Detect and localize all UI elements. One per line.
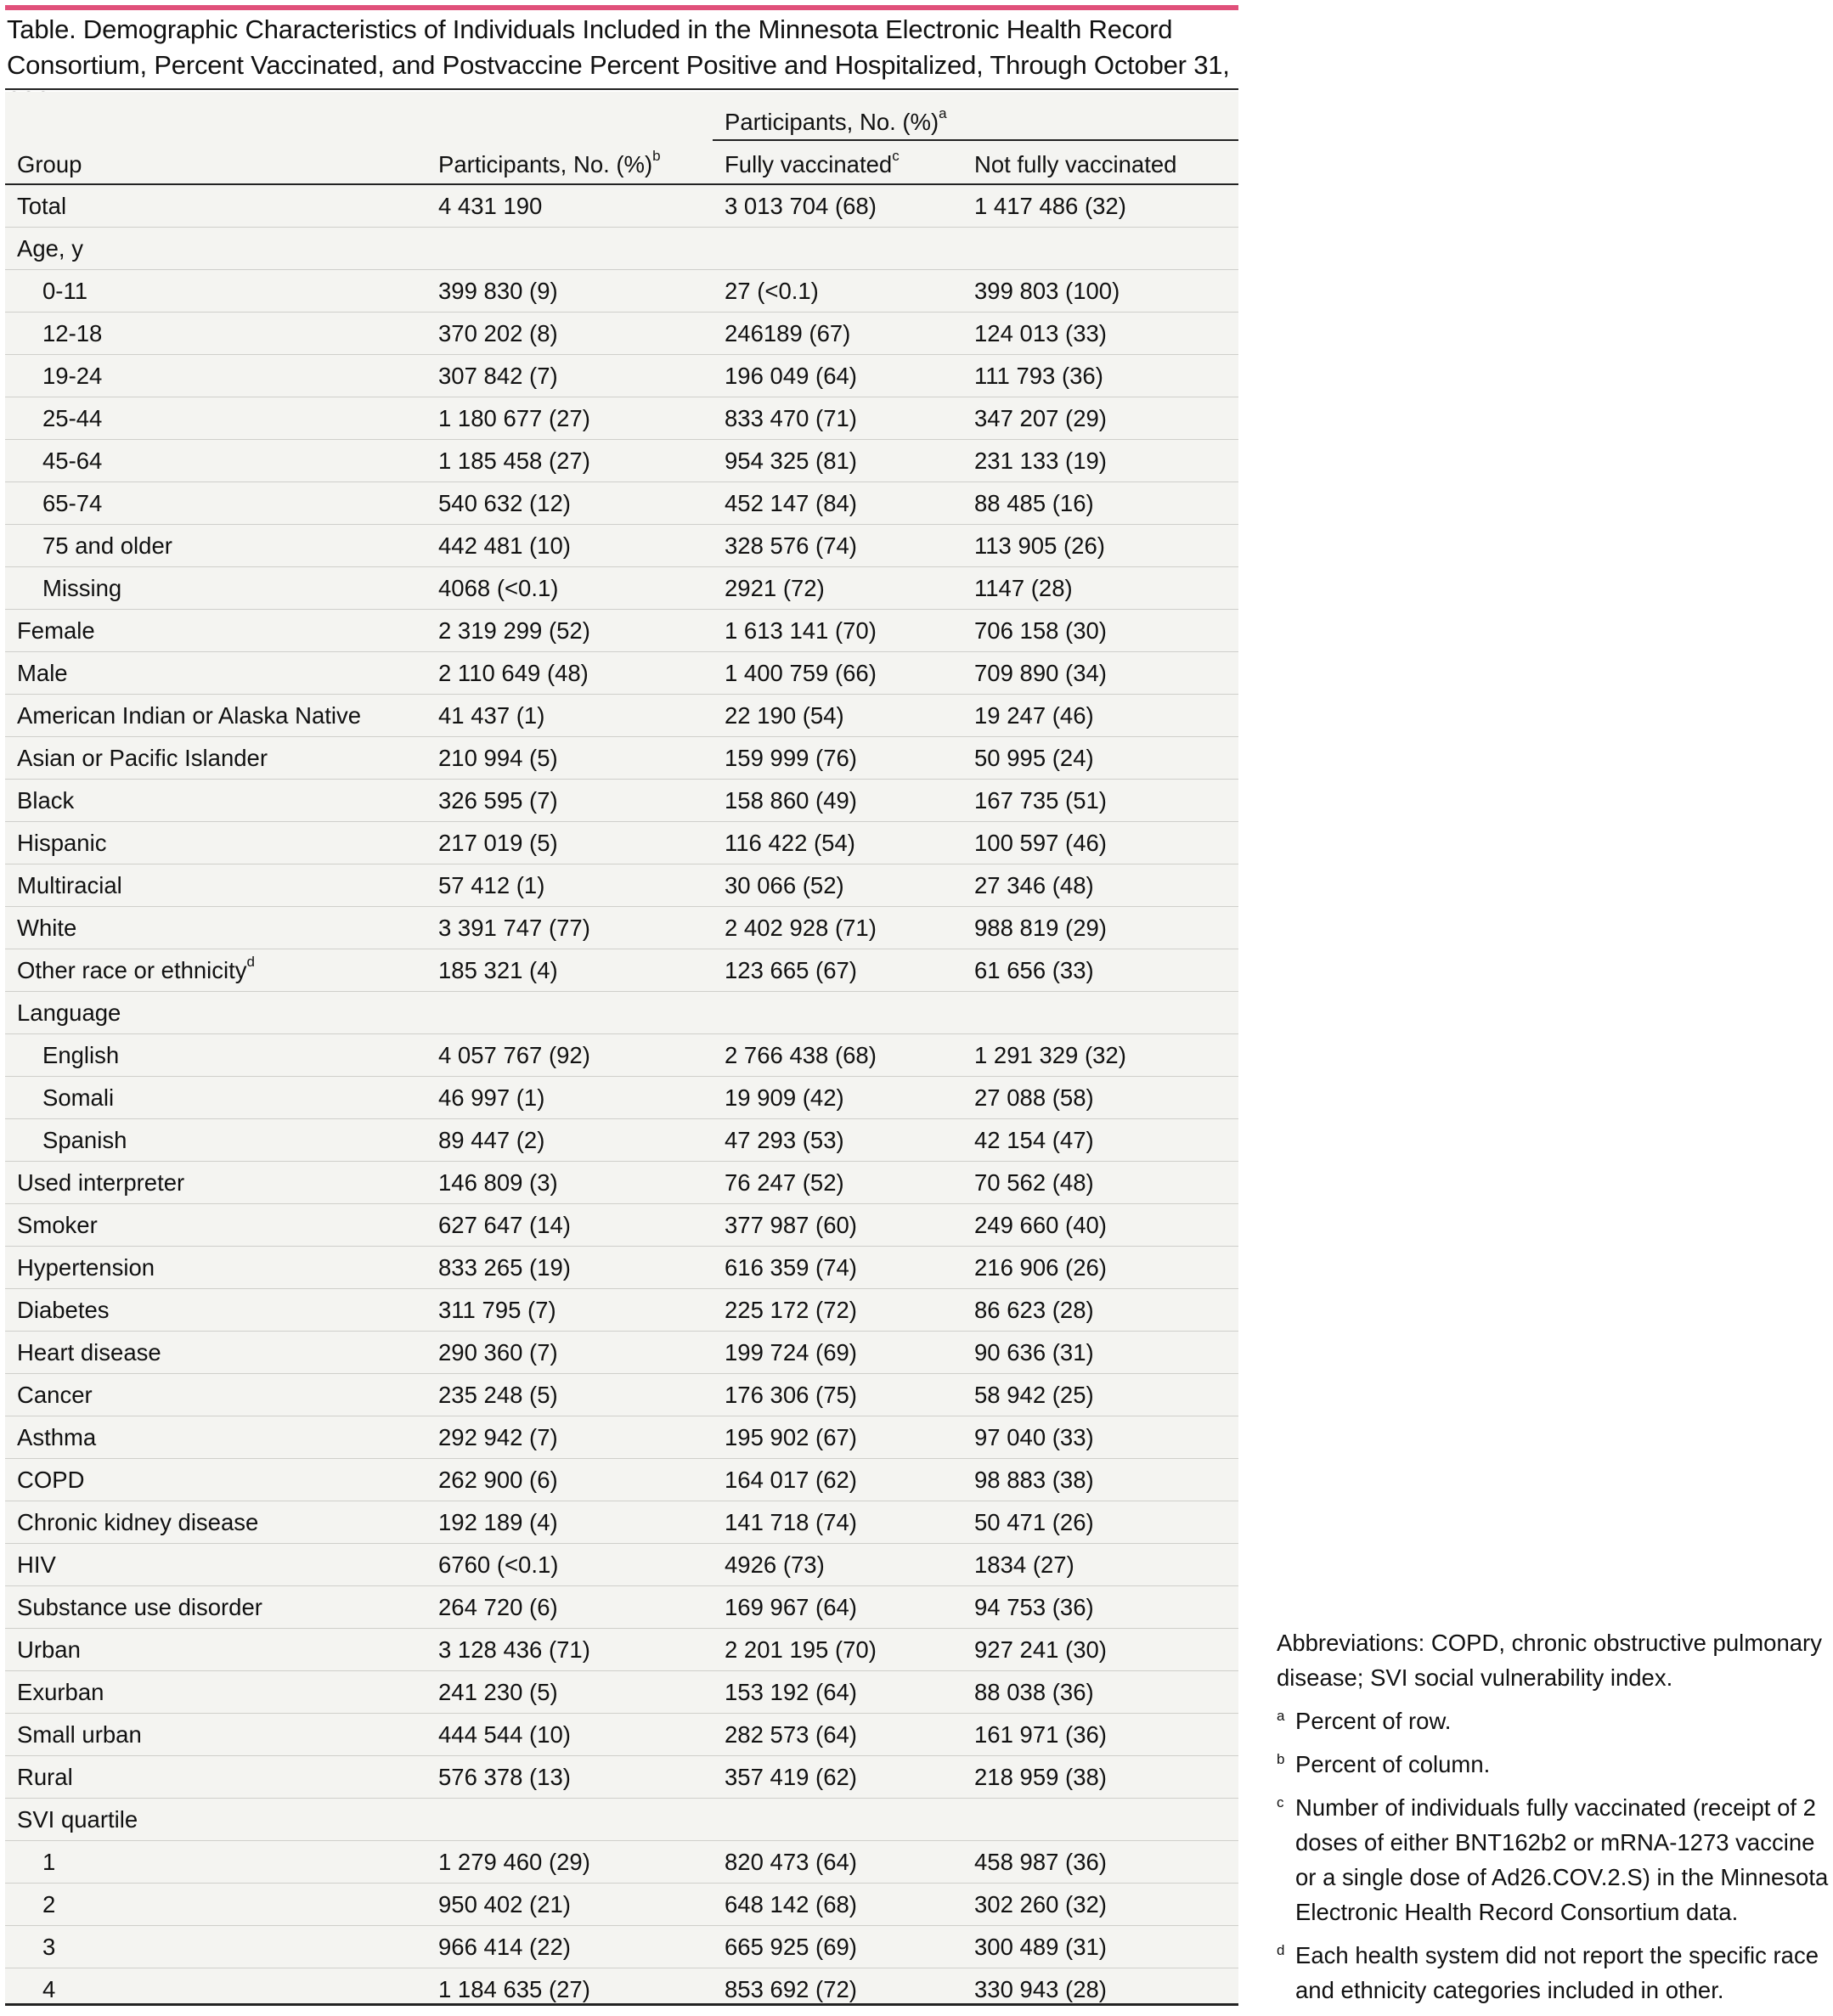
cell-not-fully-vaccinated: 1147 (28) bbox=[962, 567, 1238, 610]
cell-group: 4 bbox=[42, 1975, 56, 2002]
cell-fully-vaccinated: 648 142 (68) bbox=[713, 1884, 962, 1926]
cell-not-fully-vaccinated: 100 597 (46) bbox=[962, 822, 1238, 864]
cell-fully-vaccinated: 853 692 (72) bbox=[725, 1975, 857, 2002]
cell-not-fully-vaccinated: 347 207 (29) bbox=[962, 397, 1238, 440]
cell-group: Multiracial bbox=[5, 864, 426, 907]
cell-fully-vaccinated: 22 190 (54) bbox=[713, 695, 962, 737]
table-row bbox=[5, 1332, 1238, 1374]
cell-participants: 1 184 635 (27) bbox=[438, 1975, 590, 2002]
cell-participants: 311 795 (7) bbox=[426, 1289, 713, 1332]
cell-participants: 444 544 (10) bbox=[426, 1714, 713, 1756]
table-row bbox=[5, 1926, 1238, 1968]
table-row bbox=[5, 440, 1238, 482]
cell-participants: 290 360 (7) bbox=[426, 1332, 713, 1374]
cell-participants: 264 720 (6) bbox=[426, 1586, 713, 1629]
cell-participants: 41 437 (1) bbox=[426, 695, 713, 737]
cell-fully-vaccinated: 954 325 (81) bbox=[713, 440, 962, 482]
cell-group: Language bbox=[5, 992, 426, 1034]
table-row bbox=[5, 1544, 1238, 1586]
cell-fully-vaccinated: 123 665 (67) bbox=[713, 949, 962, 992]
cell-participants: 370 202 (8) bbox=[426, 313, 713, 355]
cell-group: Spanish bbox=[5, 1119, 426, 1162]
cell-group: Substance use disorder bbox=[5, 1586, 426, 1629]
cell-not-fully-vaccinated: 27 346 (48) bbox=[962, 864, 1238, 907]
cell-fully-vaccinated: 1 613 141 (70) bbox=[713, 610, 962, 652]
cell-not-fully-vaccinated: 90 636 (31) bbox=[962, 1332, 1238, 1374]
cell-participants: 57 412 (1) bbox=[426, 864, 713, 907]
cell-group: Other race or ethnicity$^d$ bbox=[5, 949, 426, 992]
table-row bbox=[5, 1671, 1238, 1714]
cell-not-fully-vaccinated: 216 906 (26) bbox=[962, 1247, 1238, 1289]
cell-group: Somali bbox=[5, 1077, 426, 1119]
footnote-mark: c bbox=[1277, 1794, 1284, 1810]
cell-not-fully-vaccinated: 88 038 (36) bbox=[962, 1671, 1238, 1714]
cell-fully-vaccinated: 195 902 (67) bbox=[713, 1416, 962, 1459]
table-row bbox=[5, 1884, 1238, 1926]
table-body bbox=[5, 184, 1238, 2010]
cell-participants bbox=[426, 992, 713, 1034]
cell-fully-vaccinated: 169 967 (64) bbox=[713, 1586, 962, 1629]
table-row bbox=[5, 780, 1238, 822]
cell-participants: 235 248 (5) bbox=[426, 1374, 713, 1416]
cell-group: 45-64 bbox=[5, 440, 426, 482]
cell-fully-vaccinated bbox=[713, 228, 962, 270]
cell-not-fully-vaccinated: 27 088 (58) bbox=[962, 1077, 1238, 1119]
cell-not-fully-vaccinated: 709 890 (34) bbox=[962, 652, 1238, 695]
cell-group: 75 and older bbox=[5, 525, 426, 567]
cell-fully-vaccinated: 141 718 (74) bbox=[713, 1501, 962, 1544]
table-row bbox=[5, 1034, 1238, 1077]
cell-participants: 241 230 (5) bbox=[426, 1671, 713, 1714]
cell-fully-vaccinated: 27 (<0.1) bbox=[713, 270, 962, 313]
table-row bbox=[5, 1374, 1238, 1416]
cell-participants: 2 319 299 (52) bbox=[426, 610, 713, 652]
footnote bbox=[1277, 1790, 1829, 1929]
cell-not-fully-vaccinated: 94 753 (36) bbox=[962, 1586, 1238, 1629]
cell-participants: 950 402 (21) bbox=[426, 1884, 713, 1926]
table-row bbox=[5, 822, 1238, 864]
cell-group: 12-18 bbox=[5, 313, 426, 355]
table-row bbox=[5, 1247, 1238, 1289]
cell-not-fully-vaccinated: 1834 (27) bbox=[962, 1544, 1238, 1586]
header-participants-span: Participants, No. (%)$^a$ bbox=[713, 95, 1238, 140]
cell-not-fully-vaccinated: 300 489 (31) bbox=[962, 1926, 1238, 1968]
cell-fully-vaccinated: 377 987 (60) bbox=[713, 1204, 962, 1247]
cell-not-fully-vaccinated: 58 942 (25) bbox=[962, 1374, 1238, 1416]
footnote-mark: a bbox=[1277, 1708, 1285, 1724]
cell-not-fully-vaccinated: 249 660 (40) bbox=[962, 1204, 1238, 1247]
cell-fully-vaccinated bbox=[713, 992, 962, 1034]
cell-group: Total bbox=[5, 184, 426, 228]
table-row bbox=[5, 397, 1238, 440]
cell-participants: 326 595 (7) bbox=[426, 780, 713, 822]
table-row bbox=[5, 992, 1238, 1034]
cell-participants: 540 632 (12) bbox=[426, 482, 713, 525]
cell-fully-vaccinated: 820 473 (64) bbox=[713, 1841, 962, 1884]
cell-participants: 4068 (<0.1) bbox=[426, 567, 713, 610]
cell-fully-vaccinated: 2921 (72) bbox=[713, 567, 962, 610]
cell-group: Diabetes bbox=[5, 1289, 426, 1332]
cell-not-fully-vaccinated: 98 883 (38) bbox=[962, 1459, 1238, 1501]
cell-participants: 833 265 (19) bbox=[426, 1247, 713, 1289]
cell-not-fully-vaccinated: 88 485 (16) bbox=[962, 482, 1238, 525]
cell-fully-vaccinated: 282 573 (64) bbox=[713, 1714, 962, 1756]
cell-fully-vaccinated: 196 049 (64) bbox=[713, 355, 962, 397]
table-row bbox=[5, 1289, 1238, 1332]
table-row bbox=[5, 610, 1238, 652]
cell-not-fully-vaccinated: 97 040 (33) bbox=[962, 1416, 1238, 1459]
table-row bbox=[5, 184, 1238, 228]
table-row bbox=[5, 949, 1238, 992]
cell-not-fully-vaccinated: 42 154 (47) bbox=[962, 1119, 1238, 1162]
cell-fully-vaccinated: 153 192 (64) bbox=[713, 1671, 962, 1714]
cell-participants: 217 019 (5) bbox=[426, 822, 713, 864]
cell-participants: 262 900 (6) bbox=[426, 1459, 713, 1501]
title-accent-rule bbox=[5, 5, 1238, 10]
footnote bbox=[1277, 1747, 1829, 1782]
cell-fully-vaccinated bbox=[713, 1799, 962, 1841]
table-bottom-rule bbox=[5, 2003, 1238, 2006]
header-spacer bbox=[5, 95, 426, 140]
footnote bbox=[1277, 1703, 1829, 1738]
table-row bbox=[5, 270, 1238, 313]
cell-fully-vaccinated: 665 925 (69) bbox=[713, 1926, 962, 1968]
cell-participants: 442 481 (10) bbox=[426, 525, 713, 567]
cell-group: 0-11 bbox=[5, 270, 426, 313]
cell-participants: 966 414 (22) bbox=[426, 1926, 713, 1968]
header-not-fully-vaccinated: Not fully vaccinated bbox=[962, 140, 1238, 184]
cell-participants: 185 321 (4) bbox=[426, 949, 713, 992]
cell-not-fully-vaccinated: 988 819 (29) bbox=[962, 907, 1238, 949]
table-row bbox=[5, 1077, 1238, 1119]
table-row bbox=[5, 1629, 1238, 1671]
cell-participants: 1 180 677 (27) bbox=[426, 397, 713, 440]
table-row bbox=[5, 695, 1238, 737]
cell-fully-vaccinated: 357 419 (62) bbox=[713, 1756, 962, 1799]
cell-group: Hispanic bbox=[5, 822, 426, 864]
cell-fully-vaccinated: 833 470 (71) bbox=[713, 397, 962, 440]
cell-not-fully-vaccinated: 231 133 (19) bbox=[962, 440, 1238, 482]
header-participants: Participants, No. (%)$^b$ bbox=[426, 140, 713, 184]
table-row bbox=[5, 1501, 1238, 1544]
cell-fully-vaccinated: 452 147 (84) bbox=[713, 482, 962, 525]
cell-participants: 4 431 190 bbox=[426, 184, 713, 228]
cell-not-fully-vaccinated: 302 260 (32) bbox=[962, 1884, 1238, 1926]
table-row bbox=[5, 1714, 1238, 1756]
cell-participants: 146 809 (3) bbox=[426, 1162, 713, 1204]
cell-fully-vaccinated: 246189 (67) bbox=[713, 313, 962, 355]
header-fully-vaccinated: Fully vaccinated$^c$ bbox=[713, 140, 962, 184]
table-title: Table. Demographic Characteristics of Individuals Included in the Minnesota Electronic Health Record Consortium, Percent Vaccinated, and Postvaccine Percent Positive and Hospitalized, Through October 31, bbox=[7, 14, 1230, 80]
cell-not-fully-vaccinated bbox=[962, 1799, 1238, 1841]
cell-fully-vaccinated: 1 400 759 (66) bbox=[713, 652, 962, 695]
table-row bbox=[5, 1119, 1238, 1162]
table-row bbox=[5, 1799, 1238, 1841]
cell-not-fully-vaccinated bbox=[962, 228, 1238, 270]
cell-participants: 1 279 460 (29) bbox=[426, 1841, 713, 1884]
table-row bbox=[5, 482, 1238, 525]
table-row bbox=[5, 1586, 1238, 1629]
cell-participants: 6760 (<0.1) bbox=[426, 1544, 713, 1586]
footnotes-list bbox=[1277, 1703, 1829, 2008]
cell-fully-vaccinated: 116 422 (54) bbox=[713, 822, 962, 864]
cell-group: American Indian or Alaska Native bbox=[5, 695, 426, 737]
footnote-text: Each health system did not report the specific race and ethnicity categories included in other. bbox=[1295, 1942, 1819, 2003]
cell-participants: 46 997 (1) bbox=[426, 1077, 713, 1119]
cell-not-fully-vaccinated: 1 291 329 (32) bbox=[962, 1034, 1238, 1077]
table-row bbox=[5, 737, 1238, 780]
cell-participants bbox=[426, 228, 713, 270]
cell-participants: 576 378 (13) bbox=[426, 1756, 713, 1799]
table-header bbox=[5, 95, 1238, 184]
cell-fully-vaccinated: 164 017 (62) bbox=[713, 1459, 962, 1501]
cell-group: 1 bbox=[5, 1841, 426, 1884]
cell-participants: 192 189 (4) bbox=[426, 1501, 713, 1544]
cell-not-fully-vaccinated: 330 943 (28) bbox=[974, 1975, 1107, 2002]
footnote-mark: b bbox=[1277, 1751, 1285, 1767]
cell-group: Smoker bbox=[5, 1204, 426, 1247]
title-rule bbox=[5, 88, 1238, 90]
cell-not-fully-vaccinated: 1 417 486 (32) bbox=[962, 184, 1238, 228]
cell-participants: 4 057 767 (92) bbox=[426, 1034, 713, 1077]
table-row bbox=[5, 1162, 1238, 1204]
cell-participants bbox=[426, 1799, 713, 1841]
cell-not-fully-vaccinated: 111 793 (36) bbox=[962, 355, 1238, 397]
cell-group: 3 bbox=[5, 1926, 426, 1968]
table-row bbox=[5, 652, 1238, 695]
cell-participants: 292 942 (7) bbox=[426, 1416, 713, 1459]
table-row bbox=[5, 355, 1238, 397]
cell-group: Male bbox=[5, 652, 426, 695]
cell-group: Chronic kidney disease bbox=[5, 1501, 426, 1544]
cell-fully-vaccinated: 4926 (73) bbox=[713, 1544, 962, 1586]
cell-group: 19-24 bbox=[5, 355, 426, 397]
header-spacer bbox=[426, 95, 713, 140]
cell-not-fully-vaccinated: 113 905 (26) bbox=[962, 525, 1238, 567]
table-row bbox=[5, 1841, 1238, 1884]
cell-fully-vaccinated: 616 359 (74) bbox=[713, 1247, 962, 1289]
cell-participants: 2 110 649 (48) bbox=[426, 652, 713, 695]
table-row bbox=[5, 907, 1238, 949]
cell-not-fully-vaccinated: 167 735 (51) bbox=[962, 780, 1238, 822]
cell-group: White bbox=[5, 907, 426, 949]
cell-not-fully-vaccinated: 124 013 (33) bbox=[962, 313, 1238, 355]
cell-not-fully-vaccinated: 458 987 (36) bbox=[962, 1841, 1238, 1884]
footnote-text: Number of individuals fully vaccinated (receipt of 2 doses of either BNT162b2 or mRNA-1273 vaccine or a single dose of Ad26.COV.2.S) in the Minnesota Electronic Health Record Consortium data. bbox=[1295, 1794, 1829, 1925]
footnote bbox=[1277, 1938, 1829, 2008]
table-row bbox=[5, 228, 1238, 270]
cell-group: Asthma bbox=[5, 1416, 426, 1459]
cell-not-fully-vaccinated: 50 471 (26) bbox=[962, 1501, 1238, 1544]
footnote-mark: d bbox=[1277, 1942, 1285, 1958]
cell-fully-vaccinated: 176 306 (75) bbox=[713, 1374, 962, 1416]
cell-fully-vaccinated: 30 066 (52) bbox=[713, 864, 962, 907]
cell-participants: 89 447 (2) bbox=[426, 1119, 713, 1162]
cell-group: English bbox=[5, 1034, 426, 1077]
cell-participants: 1 185 458 (27) bbox=[426, 440, 713, 482]
cell-not-fully-vaccinated: 50 995 (24) bbox=[962, 737, 1238, 780]
table-notes bbox=[1277, 1625, 1829, 2016]
cell-group: Cancer bbox=[5, 1374, 426, 1416]
cell-group: Used interpreter bbox=[5, 1162, 426, 1204]
cell-not-fully-vaccinated: 61 656 (33) bbox=[962, 949, 1238, 992]
cell-not-fully-vaccinated: 218 959 (38) bbox=[962, 1756, 1238, 1799]
cell-group: 2 bbox=[5, 1884, 426, 1926]
cell-not-fully-vaccinated: 86 623 (28) bbox=[962, 1289, 1238, 1332]
cell-group: Asian or Pacific Islander bbox=[5, 737, 426, 780]
cell-not-fully-vaccinated: 161 971 (36) bbox=[962, 1714, 1238, 1756]
cell-participants: 399 830 (9) bbox=[426, 270, 713, 313]
cell-fully-vaccinated: 19 909 (42) bbox=[713, 1077, 962, 1119]
table-row bbox=[5, 1416, 1238, 1459]
cell-not-fully-vaccinated: 70 562 (48) bbox=[962, 1162, 1238, 1204]
cell-not-fully-vaccinated: 19 247 (46) bbox=[962, 695, 1238, 737]
cell-fully-vaccinated: 76 247 (52) bbox=[713, 1162, 962, 1204]
table-row bbox=[5, 525, 1238, 567]
table-row bbox=[5, 313, 1238, 355]
cell-fully-vaccinated: 2 201 195 (70) bbox=[713, 1629, 962, 1671]
cell-group: 65-74 bbox=[5, 482, 426, 525]
table-row bbox=[5, 1204, 1238, 1247]
abbreviations-note: Abbreviations: COPD, chronic obstructive pulmonary disease; SVI social vulnerability index. bbox=[1277, 1630, 1822, 1691]
cell-fully-vaccinated: 3 013 704 (68) bbox=[713, 184, 962, 228]
cell-not-fully-vaccinated: 706 158 (30) bbox=[962, 610, 1238, 652]
cell-fully-vaccinated: 159 999 (76) bbox=[713, 737, 962, 780]
table-row bbox=[5, 1756, 1238, 1799]
cell-group: HIV bbox=[5, 1544, 426, 1586]
cell-fully-vaccinated: 2 766 438 (68) bbox=[713, 1034, 962, 1077]
cell-group: Female bbox=[5, 610, 426, 652]
table-row bbox=[5, 1459, 1238, 1501]
cell-fully-vaccinated: 158 860 (49) bbox=[713, 780, 962, 822]
cell-group: Small urban bbox=[5, 1714, 426, 1756]
cell-fully-vaccinated: 328 576 (74) bbox=[713, 525, 962, 567]
cell-group: Missing bbox=[5, 567, 426, 610]
cell-participants: 627 647 (14) bbox=[426, 1204, 713, 1247]
cell-not-fully-vaccinated: 927 241 (30) bbox=[962, 1629, 1238, 1671]
cell-not-fully-vaccinated: 399 803 (100) bbox=[962, 270, 1238, 313]
cell-not-fully-vaccinated bbox=[962, 992, 1238, 1034]
table-row bbox=[5, 864, 1238, 907]
header-group: Group bbox=[5, 140, 426, 184]
cell-group: Age, y bbox=[5, 228, 426, 270]
cell-group: COPD bbox=[5, 1459, 426, 1501]
cell-group: Urban bbox=[5, 1629, 426, 1671]
cell-participants: 3 391 747 (77) bbox=[426, 907, 713, 949]
cell-group: Heart disease bbox=[5, 1332, 426, 1374]
cell-participants: 307 842 (7) bbox=[426, 355, 713, 397]
cell-fully-vaccinated: 47 293 (53) bbox=[713, 1119, 962, 1162]
cell-participants: 210 994 (5) bbox=[426, 737, 713, 780]
footnote-text: Percent of row. bbox=[1295, 1708, 1452, 1734]
cell-group: 25-44 bbox=[5, 397, 426, 440]
demographics-table bbox=[5, 95, 1238, 2010]
cell-group: Exurban bbox=[5, 1671, 426, 1714]
cell-group: SVI quartile bbox=[5, 1799, 426, 1841]
cell-group: Black bbox=[5, 780, 426, 822]
table-row bbox=[5, 567, 1238, 610]
cell-group: Rural bbox=[5, 1756, 426, 1799]
cell-fully-vaccinated: 2 402 928 (71) bbox=[713, 907, 962, 949]
cell-fully-vaccinated: 225 172 (72) bbox=[713, 1289, 962, 1332]
cell-participants: 3 128 436 (71) bbox=[426, 1629, 713, 1671]
cell-group: Hypertension bbox=[5, 1247, 426, 1289]
cell-fully-vaccinated: 199 724 (69) bbox=[713, 1332, 962, 1374]
footnote-text: Percent of column. bbox=[1295, 1751, 1491, 1777]
